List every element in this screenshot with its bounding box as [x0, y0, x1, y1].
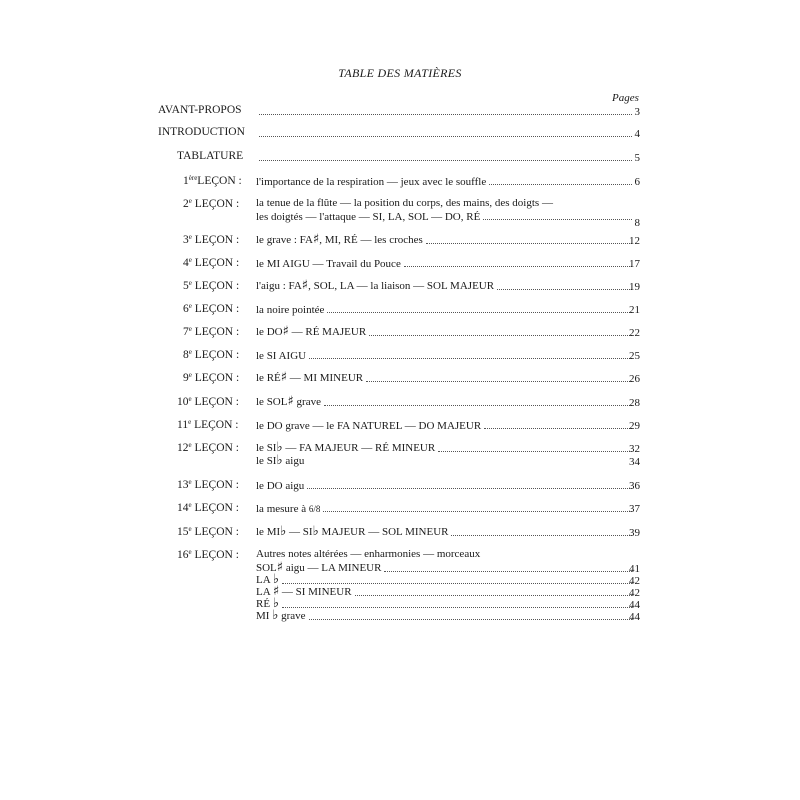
lesson-title: le grave : FA♯, MI, RÉ — les croches [256, 232, 423, 247]
dot-leader [309, 618, 632, 620]
lesson-label-1: 1èreLEÇON : [183, 174, 242, 187]
sharp-icon: ♯ [312, 232, 320, 247]
page-number: 37 [629, 503, 640, 515]
time-signature: 6/8 [308, 504, 321, 514]
flat-icon: ♭ [276, 453, 283, 468]
dot-leader [384, 570, 632, 572]
page-number: 44 [629, 611, 640, 623]
toc-row-lesson-7[interactable] [256, 325, 640, 339]
lesson-label-2: 2e LEÇON : [183, 197, 240, 210]
sharp-icon: ♯ [276, 560, 284, 575]
page-number: 32 [629, 443, 640, 455]
page-number: 19 [629, 281, 640, 293]
lesson-title: le SI♭ — FA MAJEUR — RÉ MINEUR [256, 440, 436, 455]
toc-row-lesson-4[interactable] [256, 256, 640, 270]
entry-label-avant-propos: AVANT-PROPOS [158, 104, 242, 116]
toc-row-lesson-6[interactable] [256, 302, 640, 316]
page-number: 34 [629, 456, 640, 468]
dot-leader [324, 404, 632, 406]
page-number: 42 [629, 575, 640, 587]
page-number: 42 [629, 587, 640, 599]
dot-leader [259, 159, 632, 161]
dot-leader [483, 218, 632, 220]
sharp-icon: ♯ [280, 370, 288, 385]
lesson-label-6: 6e LEÇON : [183, 302, 240, 315]
page-number: 3 [634, 106, 640, 118]
lesson-label-4: 4e LEÇON : [183, 256, 240, 269]
page-number: 36 [629, 480, 640, 492]
page-number: 29 [629, 420, 640, 432]
page-number: 17 [629, 258, 640, 270]
dot-leader [327, 311, 632, 313]
toc-row-lesson-12-sub[interactable] [256, 454, 640, 468]
flat-icon: ♭ [272, 596, 279, 611]
toc-row-tablature[interactable] [256, 150, 640, 164]
toc-row-lesson-12[interactable] [256, 441, 640, 455]
toc-row-lesson-10[interactable] [256, 395, 640, 409]
dot-leader [484, 427, 632, 429]
dot-leader [259, 135, 632, 137]
lesson-label-9: 9e LEÇON : [183, 371, 240, 384]
page-number: 22 [629, 327, 640, 339]
page-number: 4 [634, 128, 640, 140]
toc-row-avant-propos[interactable] [256, 104, 640, 118]
dot-leader [438, 450, 632, 452]
lesson-title: RÉ ♭ [256, 596, 279, 611]
lesson-title: la mesure à 6/8 [256, 503, 321, 515]
page-number: 44 [629, 599, 640, 611]
lesson-title: le DO aigu [256, 480, 305, 492]
entry-label-tablature: TABLATURE [177, 150, 244, 162]
sharp-icon: ♯ [301, 278, 309, 293]
flat-icon: ♭ [312, 524, 319, 539]
page-number: 26 [629, 373, 640, 385]
toc-row-lesson-5[interactable] [256, 279, 640, 293]
lesson-label-13: 13e LEÇON : [177, 478, 239, 491]
toc-row-lesson-13[interactable] [256, 478, 640, 492]
toc-row-introduction[interactable] [256, 126, 640, 140]
page-number: 12 [629, 235, 640, 247]
lesson-label-11: 11e LEÇON : [177, 418, 239, 431]
dot-leader [282, 606, 632, 608]
dot-leader [259, 113, 632, 115]
lesson-title: SOL♯ aigu — LA MINEUR [256, 560, 382, 575]
page-number: 8 [634, 217, 640, 229]
lesson-title: l'importance de la respiration — jeux avec le souffle [256, 176, 487, 188]
page-number: 5 [634, 152, 640, 164]
toc-row-lesson-14[interactable] [256, 501, 640, 515]
lesson-title: le SI AIGU [256, 350, 307, 362]
lesson-title: le RÉ♯ — MI MINEUR [256, 370, 364, 385]
lesson-title: LA ♭ [256, 572, 279, 587]
dot-leader [404, 265, 632, 267]
toc-row-lesson-2[interactable] [256, 209, 640, 229]
flat-icon: ♭ [272, 572, 279, 587]
sharp-icon: ♯ [287, 394, 294, 409]
lesson-title: MI ♭ grave [256, 608, 306, 623]
lesson-title: le DO grave — le FA NATUREL — DO MAJEUR [256, 420, 482, 432]
toc-row-lesson-16-sub[interactable] [256, 609, 640, 623]
dot-leader [307, 464, 632, 465]
flat-icon: ♭ [272, 608, 279, 623]
sharp-icon: ♯ [282, 324, 289, 339]
dot-leader [451, 534, 632, 536]
lesson-label-16: 16e LEÇON : [177, 548, 239, 561]
dot-leader [497, 288, 632, 290]
entry-label-introduction: INTRODUCTION [158, 126, 245, 138]
page-title: TABLE DES MATIÈRES [338, 66, 462, 80]
page-number: 39 [629, 527, 640, 539]
sharp-icon: ♯ [272, 584, 280, 599]
lesson-label-8: 8e LEÇON : [183, 348, 240, 361]
toc-row-lesson-15[interactable] [256, 525, 640, 539]
page-number: 25 [629, 350, 640, 362]
lesson-label-12: 12e LEÇON : [177, 441, 239, 454]
lesson-title: le DO♯ — RÉ MAJEUR [256, 324, 367, 339]
dot-leader [366, 380, 632, 382]
lesson-title: Autres notes altérées — enharmonies — morceaux [256, 548, 481, 560]
toc-row-lesson-9[interactable] [256, 371, 640, 385]
lesson-title: la noire pointée [256, 304, 325, 316]
flat-icon: ♭ [280, 524, 287, 539]
page-number: 6 [634, 176, 640, 188]
flat-icon: ♭ [276, 440, 283, 455]
lesson-title: le MI♭ — SI♭ MAJEUR — SOL MINEUR [256, 524, 449, 539]
dot-leader [309, 357, 632, 359]
lesson-label-10: 10e LEÇON : [177, 395, 239, 408]
lesson-title-line-1: la tenue de la flûte — la position du corps, des mains, des doigts — [256, 197, 553, 209]
toc-row-lesson-1[interactable] [256, 174, 640, 188]
page-number: 28 [629, 397, 640, 409]
page-number: 21 [629, 304, 640, 316]
dot-leader [369, 334, 632, 336]
toc-row-lesson-11[interactable] [256, 418, 640, 432]
lesson-title: l'aigu : FA♯, SOL, LA — la liaison — SOL MAJEUR [256, 278, 495, 293]
pages-header: Pages [612, 92, 639, 104]
lesson-label-3: 3e LEÇON : [183, 233, 240, 246]
lesson-label-5: 5e LEÇON : [183, 279, 240, 292]
lesson-title: LA ♯ — SI MINEUR [256, 584, 352, 599]
lesson-title: le SI♭ aigu [256, 453, 305, 468]
lesson-title: le SOL♯ grave [256, 394, 321, 409]
dot-leader [489, 183, 632, 185]
dot-leader [323, 510, 632, 512]
lesson-label-14: 14e LEÇON : [177, 501, 239, 514]
lesson-label-7: 7e LEÇON : [183, 325, 240, 338]
lesson-title: les doigtés — l'attaque — SI, LA, SOL — DO, RÉ [256, 211, 481, 223]
dot-leader [426, 242, 632, 244]
dot-leader [307, 487, 632, 489]
page-number: 41 [629, 563, 640, 575]
lesson-label-15: 15e LEÇON : [177, 525, 239, 538]
toc-row-lesson-8[interactable] [256, 348, 640, 362]
dot-leader [355, 594, 632, 596]
lesson-title: le MI AIGU — Travail du Pouce [256, 258, 401, 270]
toc-row-lesson-3[interactable] [256, 233, 640, 247]
